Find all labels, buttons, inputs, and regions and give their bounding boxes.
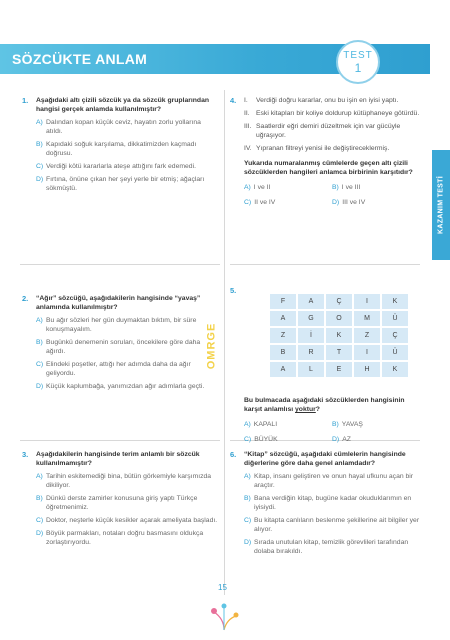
puzzle-cell: I	[354, 294, 380, 309]
puzzle-cell: H	[354, 362, 380, 377]
row-divider	[20, 440, 220, 441]
question-3	[22, 450, 218, 547]
row-divider	[230, 264, 420, 265]
question-stem: Yukarıda numaralanmış cümlelerde geçen altı çizili sözcüklerden hangileri anlamca birbirinin karşıtıdır?	[244, 160, 413, 176]
puzzle-cell: Z	[270, 328, 296, 343]
puzzle-cell: K	[382, 362, 408, 377]
option-text: Elindeki poşetler, attığı her adımda daha da ağır geliyordu.	[46, 361, 191, 377]
question-5-body	[244, 396, 420, 444]
option-c[interactable]	[36, 516, 218, 525]
option-text: Doktor, neşterle küçük kesikler açarak ameliyata başladı.	[46, 517, 218, 524]
side-tab-label: KAZANIM TESTİ	[437, 176, 445, 234]
puzzle-cell: E	[326, 362, 352, 377]
option-a[interactable]	[36, 118, 218, 136]
option-text: KAPALI	[253, 421, 278, 428]
puzzle-cell: İ	[298, 328, 324, 343]
option-letter: C)	[36, 517, 44, 524]
puzzle-cell: Ç	[326, 294, 352, 309]
puzzle-cell: T	[326, 345, 352, 360]
puzzle-cell: I	[354, 345, 380, 360]
option-letter: D)	[36, 530, 44, 537]
option-letter: C)	[244, 517, 252, 524]
statement-text: Verdiği doğru kararlar, onu bu işin en iyisi yaptı.	[256, 97, 399, 104]
puzzle-row	[270, 345, 408, 360]
option-text: Böyük parmakları, notaları doğru basmasını oldukça zorlaştırıyordu.	[46, 530, 204, 546]
option-b[interactable]	[36, 494, 218, 512]
option-letter: C)	[244, 436, 252, 443]
option-b[interactable]	[244, 494, 420, 512]
option-a[interactable]	[36, 472, 218, 490]
option-text: YAVAŞ	[341, 421, 363, 428]
option-c[interactable]	[244, 198, 332, 207]
puzzle-row	[270, 328, 408, 343]
option-letter: B)	[36, 495, 43, 502]
option-letter: C)	[36, 163, 44, 170]
option-text: Dünkü derste zamirler konusuna giriş yaptı Türkçe öğretmenimiz.	[46, 495, 198, 511]
puzzle-cell: K	[326, 328, 352, 343]
puzzle-cell: R	[298, 345, 324, 360]
option-text: Sırada unutulan kitap, temizlik görevlileri tarafından dolaba bırakıldı.	[254, 539, 409, 555]
statement-text: Saatlerdir eğri demiri düzeltmek için var gücüyle uğraşıyor.	[256, 123, 401, 139]
puzzle-cell: O	[326, 311, 352, 326]
option-text: Verdiği kötü kararlarla ateşe attığını fark edemedi.	[46, 163, 196, 170]
option-letter: A)	[244, 421, 251, 428]
option-a[interactable]	[244, 472, 420, 490]
puzzle-cell: M	[354, 311, 380, 326]
option-letter: D)	[36, 383, 44, 390]
puzzle-cell: A	[270, 362, 296, 377]
option-text: III ve IV	[342, 199, 366, 206]
question-6	[230, 450, 420, 556]
option-d[interactable]	[332, 435, 420, 444]
option-letter: B)	[244, 495, 251, 502]
option-c[interactable]	[36, 360, 218, 378]
question-number: 6.	[230, 450, 237, 459]
puzzle-cell: Ü	[382, 345, 408, 360]
word-puzzle	[268, 292, 410, 379]
question-stem: Aşağıdaki altı çizili sözcük ya da sözcük gruplarından hangisi gerçek anlamda kullanılmıştır?	[36, 97, 209, 113]
option-text: Bugünkü denemenin soruları, öncekilere göre daha ağırdı.	[46, 339, 201, 355]
question-stem: “Ağır” sözcüğü, aşağıdakilerin hangisinde “yavaş” anlamında kullanılmıştır?	[36, 295, 201, 311]
column-divider	[224, 90, 225, 595]
option-text: Bu kitapta canlıların beslenme şekillerine ait bilgiler yer alıyor.	[254, 517, 420, 533]
question-stem: Aşağıdakilerin hangisinde terim anlamlı bir sözcük kullanılmamıştır?	[36, 451, 200, 467]
option-letter: A)	[244, 473, 251, 480]
question-2	[22, 294, 218, 391]
row-divider	[20, 264, 220, 265]
puzzle-cell: F	[270, 294, 296, 309]
option-text: Tarihin eskitemediği bina, bütün görkemiyle karşımızda dikiliyor.	[46, 473, 212, 489]
option-letter: A)	[244, 184, 251, 191]
puzzle-cell: A	[298, 294, 324, 309]
option-letter: A)	[36, 317, 43, 324]
statement-text: Eski kitapları bir koliye doldurup kütüphaneye götürdü.	[256, 110, 420, 117]
option-letter: C)	[244, 199, 252, 206]
option-letter: B)	[332, 184, 339, 191]
test-label: TEST	[343, 50, 373, 61]
option-text: Küçük kaplumbağa, yanımızdan ağır adımlarla geçti.	[46, 383, 205, 390]
test-badge	[336, 40, 380, 84]
option-d[interactable]	[332, 198, 420, 207]
question-number: 5.	[230, 286, 237, 295]
option-d[interactable]	[244, 538, 420, 556]
option-text: Kitap, insanı geliştiren ve onun hayal ufkunu açan bir araçtır.	[254, 473, 414, 489]
puzzle-cell: L	[298, 362, 324, 377]
puzzle-cell: G	[298, 311, 324, 326]
option-text: I ve II	[253, 184, 271, 191]
option-letter: D)	[332, 436, 340, 443]
statement-numeral: I.	[244, 97, 248, 104]
question-number: 3.	[22, 450, 29, 459]
side-tab	[432, 150, 450, 260]
statement-numeral: II.	[244, 110, 250, 117]
statement-3	[244, 122, 420, 140]
puzzle-cell: Ç	[382, 328, 408, 343]
test-number: 1	[354, 61, 362, 75]
decorative-flower-icon	[200, 596, 248, 634]
puzzle-row	[270, 362, 408, 377]
option-c[interactable]	[244, 516, 420, 534]
option-text: Bana verdiğin kitap, bugüne kadar okuduklarımın en iyisiydi.	[254, 495, 412, 511]
option-text: Dalından kopan küçük ceviz, hayatın zorlu yollarına atıldı.	[46, 119, 201, 135]
option-a[interactable]	[244, 183, 332, 192]
question-4	[230, 96, 420, 207]
statement-numeral: IV.	[244, 145, 252, 152]
option-text: BÜYÜK	[254, 436, 278, 443]
option-text: Kapıdaki soğuk karşılama, dikkatimizden kaçmadı doğrusu.	[46, 141, 197, 157]
option-b[interactable]	[36, 140, 218, 158]
puzzle-grid	[268, 292, 410, 379]
option-text: I ve III	[341, 184, 361, 191]
option-letter: D)	[244, 539, 252, 546]
publisher-logo-text: OMRGE	[205, 322, 218, 370]
statement-text: Yıpranan filtreyi yenisi ile değiştireceklermiş.	[256, 145, 390, 152]
option-d[interactable]	[36, 175, 218, 193]
puzzle-cell: K	[382, 294, 408, 309]
option-d[interactable]	[36, 382, 218, 391]
option-letter: B)	[332, 421, 339, 428]
option-letter: B)	[36, 339, 43, 346]
options-grid	[244, 183, 420, 207]
option-b[interactable]	[332, 183, 420, 192]
option-c[interactable]	[36, 162, 218, 171]
option-d[interactable]	[36, 529, 218, 547]
stem-end: ?	[315, 406, 320, 413]
stem-emphasis: yoktur	[295, 406, 316, 413]
option-b[interactable]	[36, 338, 218, 356]
statement-numeral: III.	[244, 123, 252, 130]
option-letter: A)	[36, 473, 43, 480]
statement-4	[244, 144, 420, 153]
option-c[interactable]	[244, 435, 332, 444]
puzzle-cell: Ü	[382, 311, 408, 326]
puzzle-cell: B	[270, 345, 296, 360]
puzzle-row	[270, 294, 408, 309]
page-number: 15	[218, 583, 227, 592]
option-text: Bu ağır sözleri her gün duymaktan bıktım, bir süre konuşmayalım.	[46, 317, 197, 333]
options-grid	[244, 420, 420, 444]
option-letter: D)	[332, 199, 340, 206]
question-number: 1.	[22, 96, 29, 105]
option-text: Fırtına, önüne çıkan her şeyi yerle bir etmiş; ağaçları sökmüştü.	[46, 176, 205, 192]
option-text: AZ	[342, 436, 351, 443]
question-1	[22, 96, 218, 193]
option-letter: B)	[36, 141, 43, 148]
statement-2	[244, 109, 420, 118]
question-stem: “Kitap” sözcüğü, aşağıdaki cümlelerin hangisinde diğerlerine göre daha genel anlamdadır?	[244, 451, 406, 467]
puzzle-cell: A	[270, 311, 296, 326]
option-letter: A)	[36, 119, 43, 126]
puzzle-row	[270, 311, 408, 326]
option-letter: D)	[36, 176, 44, 183]
option-a[interactable]	[244, 420, 332, 429]
question-number: 2.	[22, 294, 29, 303]
option-b[interactable]	[332, 420, 420, 429]
page-title: SÖZCÜKTE ANLAM	[12, 51, 148, 67]
question-number: 4.	[230, 96, 237, 105]
statement-1	[244, 96, 420, 105]
option-text: II ve IV	[254, 199, 276, 206]
stem-text: Bu bulmacada aşağıdaki sözcüklerden hangisinin karşıt anlamlısı	[244, 397, 405, 413]
option-a[interactable]	[36, 316, 218, 334]
puzzle-cell: Z	[354, 328, 380, 343]
question-stem	[244, 396, 420, 414]
option-letter: C)	[36, 361, 44, 368]
